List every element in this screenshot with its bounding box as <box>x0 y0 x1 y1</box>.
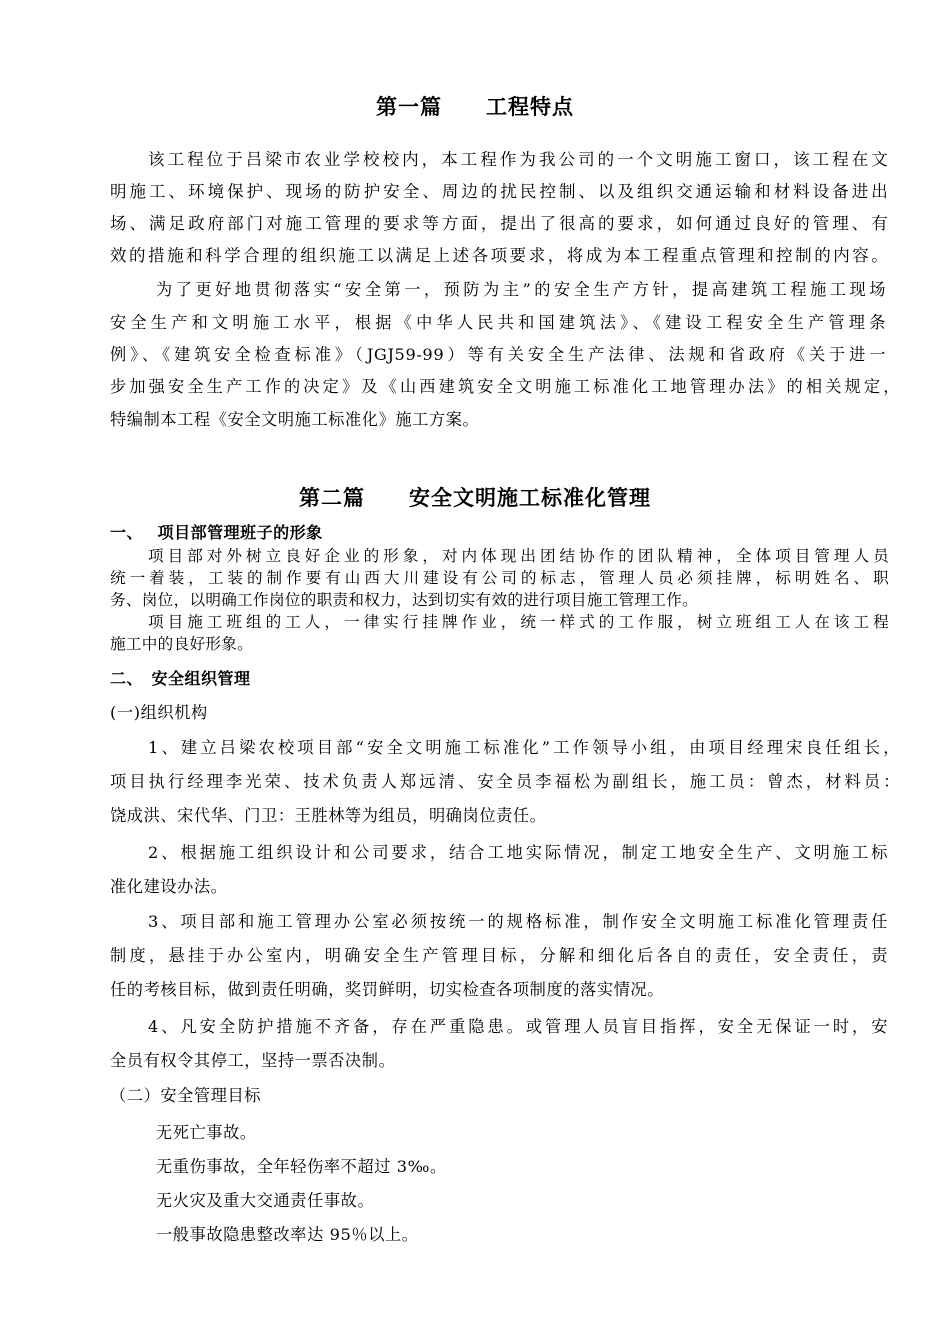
section1-para1-line1: 项目部对外树立良好企业的形象，对内体现出团结协作的团队精神，全体项目管理人员 <box>148 547 889 565</box>
part1-para2-line3: 例》、《建筑安全检查标准》（JGJ59-99）等有关安全生产法律、法规和省政府《关于进一 <box>110 345 886 364</box>
section2-heading: 二、 安全组织管理 <box>110 669 251 688</box>
item1-line1: 1、建立吕梁农校项目部“安全文明施工标准化”工作领导小组，由项目经理宋良任组长， <box>148 738 900 757</box>
part1-para1-line3: 场、满足政府部门对施工管理的要求等方面，提出了很高的要求，如何通过良好的管理、有 <box>110 214 889 233</box>
item4-line1: 4、凡安全防护措施不齐备，存在严重隐患。或管理人员盲目指挥，安全无保证一时，安 <box>148 1017 888 1036</box>
part1-para2-line4: 步加强安全生产工作的决定》及《山西建筑安全文明施工标准化工地管理办法》的相关规定， <box>110 377 900 396</box>
item3-line2: 制度，悬挂于办公室内，明确安全生产管理目标，分解和细化后各自的责任，安全责任，责 <box>110 946 888 965</box>
item2-line2: 准化建设办法。 <box>110 877 228 896</box>
part1-para2-line5: 特编制本工程《安全文明施工标准化》施工方案。 <box>110 410 480 429</box>
part2-title: 第二篇 安全文明施工标准化管理 <box>299 485 651 510</box>
goal-1: 无死亡事故。 <box>156 1123 257 1142</box>
goal-3: 无火灾及重大交通责任事故。 <box>156 1191 375 1210</box>
part1-para2-line2: 安全生产和文明施工水平，根据《中华人民共和国建筑法》、《建设工程安全生产管理条 <box>110 313 886 332</box>
section1-para2-line1: 项目施工班组的工人，一律实行挂牌作业，统一样式的工作服，树立班组工人在该工程 <box>148 613 889 631</box>
item3-line3: 任的考核目标，做到责任明确，奖罚鲜明，切实检查各项制度的落实情况。 <box>110 980 664 999</box>
goal-2: 无重伤事故，全年轻伤率不超过 3‰。 <box>156 1157 447 1176</box>
item2-line1: 2、根据施工组织设计和公司要求，结合工地实际情况，制定工地安全生产、文明施工标 <box>148 843 888 862</box>
part1-para1-line4: 效的措施和科学合理的组织施工以满足上述各项要求，将成为本工程重点管理和控制的内容。 <box>110 246 889 265</box>
part1-para1-line2: 明施工、环境保护、现场的防护安全、周边的扰民控制、以及组织交通运输和材料设备进出 <box>110 182 889 201</box>
part1-para1-line1: 该工程位于吕梁市农业学校校内，本工程作为我公司的一个文明施工窗口，该工程在文 <box>148 150 889 169</box>
section1-heading: 一、 项目部管理班子的形象 <box>110 523 323 542</box>
sub2-heading: （二）安全管理目标 <box>110 1086 262 1105</box>
item4-line2: 全员有权令其停工，坚持一票否决制。 <box>110 1051 396 1070</box>
section1-para2-line2: 施工中的良好形象。 <box>110 635 254 653</box>
item3-line1: 3、项目部和施工管理办公室必须按统一的规格标准，制作安全文明施工标准化管理责任 <box>148 912 888 931</box>
part1-title: 第一篇 工程特点 <box>376 94 574 119</box>
section1-para1-line2: 统一着装，工装的制作要有山西大川建设有公司的标志，管理人员必须挂牌，标明姓名、职 <box>110 569 889 587</box>
item1-line2: 项目执行经理李光荣、技术负责人郑远清、安全员李福松为副组长，施工员：曾杰，材料员： <box>110 772 900 791</box>
goal-4: 一般事故隐患整改率达 95％以上。 <box>156 1225 419 1244</box>
part1-para2-line1: 为了更好地贯彻落实“安全第一，预防为主”的安全生产方针，提高建筑工程施工现场 <box>156 280 886 299</box>
item1-line3: 饶成洪、宋代华、门卫：王胜林等为组员，明确岗位责任。 <box>110 806 547 825</box>
sub1-heading: (一)组织机构 <box>110 703 208 722</box>
section1-para1-line3: 务、岗位，以明确工作岗位的职责和权力，达到切实有效的进行项目施工管理工作。 <box>110 591 699 609</box>
